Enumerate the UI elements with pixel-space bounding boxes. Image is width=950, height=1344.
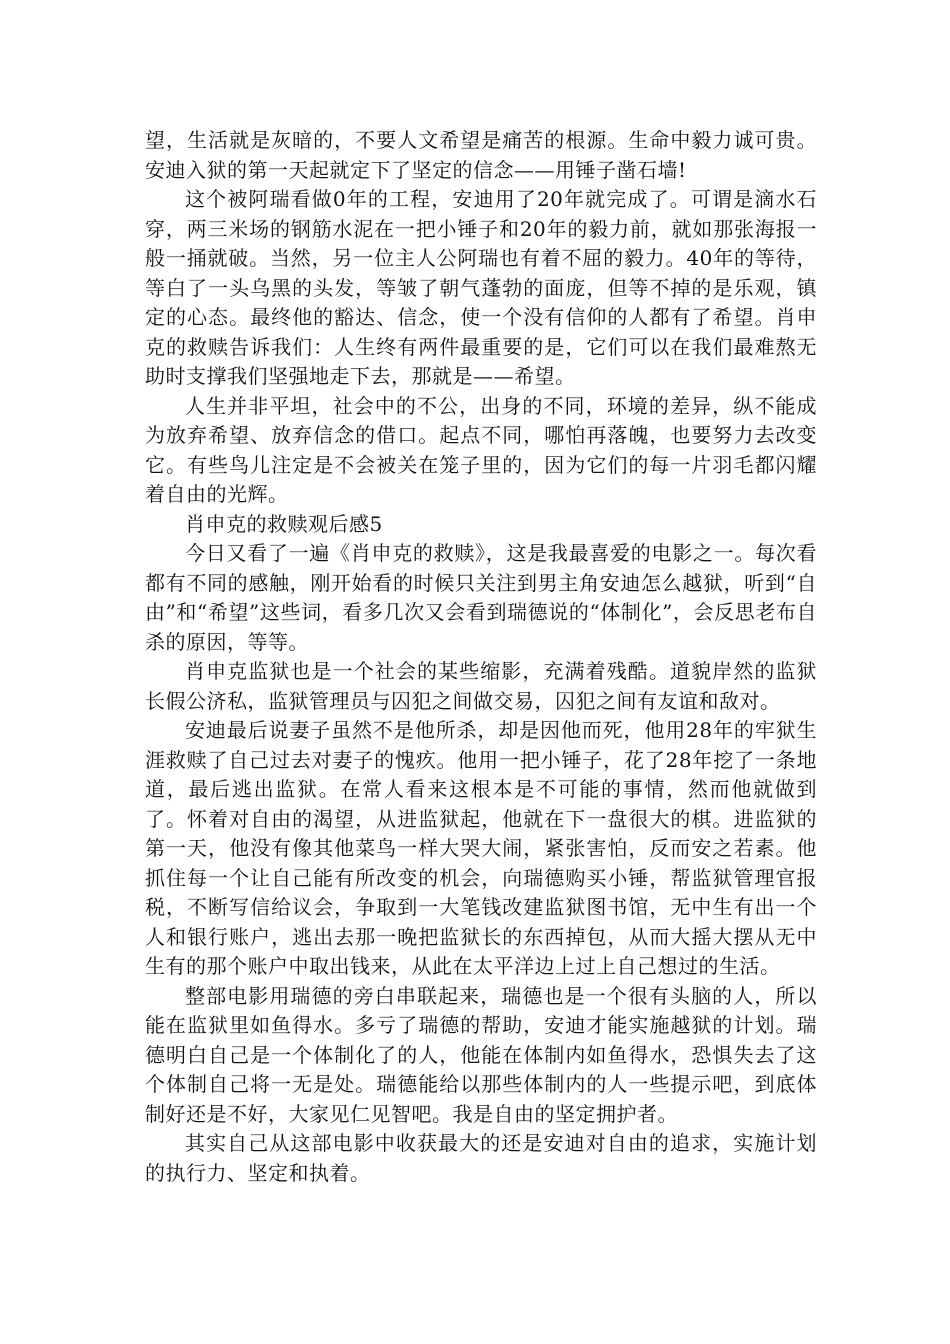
paragraph: 整部电影用瑞德的旁白串联起来，瑞德也是一个很有头脑的人，所以能在监狱里如鱼得水。多亏了瑞德的帮助，安迪才能实施越狱的计划。瑞德明白自己是一个体制化了的人，他能在体制内如鱼得水，恐惧失去了这个体制自己将一无是处。瑞德能给以那些体制内的人一些提示吧，到底体制好还是不好，大家见仁见智吧。我是自由的坚定拥护者。 — [145, 983, 817, 1126]
paragraph: 今日又看了一遍《肖申克的救赎》，这是我最喜爱的电影之一。每次看都有不同的感触，刚开始看的时候只关注到男主角安迪怎么越狱，听到“自由”和“希望”这些词，看多几次又会看到瑞德说的“体制化”，会反思老布自杀的原因，等等。 — [145, 541, 817, 654]
paragraph: 其实自己从这部电影中收获最大的还是安迪对自由的追求，实施计划的执行力、坚定和执着。 — [145, 1131, 817, 1185]
paragraph: 人生并非平坦，社会中的不公，出身的不同，环境的差异，纵不能成为放弃希望、放弃信念的借口。起点不同，哪怕再落魄，也要努力去改变它。有些鸟儿注定是不会被关在笼子里的，因为它们的每一片羽毛都闪耀着自由的光辉。 — [145, 393, 817, 506]
document-body — [145, 126, 817, 1188]
paragraph: 这个被阿瑞看做0年的工程，安迪用了20年就完成了。可谓是滴水石穿，两三米场的钢筋水泥在一把小锤子和20年的毅力前，就如那张海报一般一捅就破。当然，另一位主人公阿瑞也有着不屈的毅力。40年的等待，等白了一头乌黑的头发，等皱了朝气蓬勃的面庞，但等不掉的是乐观，镇定的心态。最终他的豁达、信念，使一个没有信仰的人都有了希望。肖申克的救赎告诉我们：人生终有两件最重要的是，它们可以在我们最难熬无助时支撑我们坚强地走下去，那就是——希望。 — [145, 187, 817, 388]
paragraph: 肖申克监狱也是一个社会的某些缩影，充满着残酷。道貌岸然的监狱长假公济私，监狱管理员与囚犯之间做交易，囚犯之间有友谊和敌对。 — [145, 659, 817, 713]
paragraph-continued: 望，生活就是灰暗的，不要人文希望是痛苦的根源。生命中毅力诚可贵。安迪入狱的第一天起就定下了坚定的信念——用锤子凿石墙! — [145, 128, 817, 182]
paragraph: 安迪最后说妻子虽然不是他所杀，却是因他而死，他用28年的牢狱生涯救赎了自己过去对妻子的愧疚。他用一把小锤子，花了28年挖了一条地道，最后逃出监狱。在常人看来这根本是不可能的事情，然而他就做到了。怀着对自由的渴望，从进监狱起，他就在下一盘很大的棋。进监狱的第一天，他没有像其他菜鸟一样大哭大闹，紧张害怕，反而安之若素。他抓住每一个让自己能有所改变的机会，向瑞德购买小锤，帮监狱管理官报税，不断写信给议会，争取到一大笔钱改建监狱图书馆，无中生有出一个人和银行账户，逃出去那一晚把监狱长的东西掉包，从而大摇大摆从无中生有的那个账户中取出钱来，从此在太平洋边上过上自己想过的生活。 — [145, 718, 817, 978]
section-heading: 肖申克的救赎观后感5 — [185, 511, 383, 536]
